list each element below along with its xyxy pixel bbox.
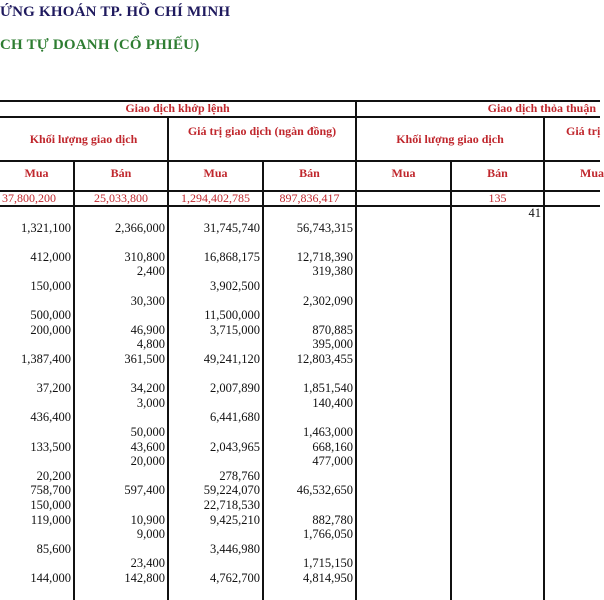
total-matched-val-buy: 1,294,402,785 [181, 191, 250, 205]
cell-matched-vol-sell: 4,800 [136, 337, 165, 352]
cell-matched-vol-buy: 150,000 [30, 498, 71, 512]
cell-matched-val-sell: 882,780 [312, 512, 353, 527]
cell-matched-val-sell: 12,718,390 [296, 249, 353, 264]
cell-matched-vol-sell: 310,800 [124, 249, 165, 264]
header-matched-value: Giá trị giao dịch (ngàn đồng) [187, 124, 337, 138]
cell-matched-val-buy: 49,241,120 [203, 352, 260, 366]
total-matched-vol-buy: 37,800,200 [2, 191, 56, 205]
cell-matched-val-sell: 1,851,540 [303, 381, 353, 396]
report-title-proprietary: CH TỰ DOANH (CỔ PHIẾU) [0, 37, 200, 53]
cell-matched-val-sell: 56,743,315 [296, 220, 353, 235]
total-matched-vol-sell: 25,033,800 [94, 191, 148, 205]
cell-matched-vol-sell: 23,400 [130, 556, 165, 571]
cell-matched-vol-buy: 85,600 [36, 541, 71, 556]
total-neg-vol-sell: 135 [488, 191, 507, 205]
cell-matched-val-buy: 4,762,700 [210, 571, 260, 585]
col-divider-neg-vol-val [543, 116, 545, 600]
cell-matched-val-sell: 140,400 [312, 395, 353, 410]
cell-matched-vol-buy: 133,500 [30, 439, 71, 454]
cell-matched-vol-sell: 2,366,000 [115, 220, 165, 235]
cell-matched-val-buy: 16,868,175 [203, 249, 260, 264]
cell-matched-val-sell: 4,814,950 [303, 571, 353, 585]
col-divider-matched-val-mid [262, 160, 264, 600]
cell-matched-vol-sell: 361,500 [124, 352, 165, 366]
group-header-divider [0, 116, 600, 118]
cell-matched-val-buy: 2,043,965 [210, 439, 260, 454]
header-matched-vol-buy: Mua [24, 166, 49, 180]
cell-matched-val-buy: 3,715,000 [210, 322, 260, 337]
cell-matched-vol-buy: 119,000 [30, 512, 71, 527]
cell-matched-vol-sell: 10,900 [130, 512, 165, 527]
col-divider-matched-vol-val [167, 116, 169, 600]
cell-matched-vol-buy: 758,700 [30, 483, 71, 498]
cell-matched-vol-sell: 9,000 [136, 527, 165, 542]
cell-matched-vol-buy: 200,000 [30, 322, 71, 337]
cell-matched-vol-sell: 50,000 [130, 425, 165, 439]
header-matched-volume: Khối lượng giao dịch [29, 132, 138, 146]
cell-matched-val-sell: 2,302,090 [303, 293, 353, 308]
cell-matched-vol-buy: 20,200 [36, 468, 71, 483]
cell-matched-val-sell: 477,000 [312, 454, 353, 469]
report-title-exchange: ỨNG KHOÁN TP. HỒ CHÍ MINH [0, 4, 231, 20]
cell-matched-vol-sell: 46,900 [130, 322, 165, 337]
header-matched-trading: Giao dịch khớp lệnh [125, 101, 230, 115]
cell-matched-val-buy: 3,902,500 [210, 279, 260, 293]
cell-matched-val-buy: 9,425,210 [210, 512, 260, 527]
cell-matched-val-sell: 46,532,650 [296, 483, 353, 498]
cell-matched-vol-sell: 597,400 [124, 483, 165, 498]
cell-matched-vol-sell: 142,800 [124, 571, 165, 585]
header-matched-val-sell: Bán [299, 166, 320, 180]
cell-matched-vol-sell: 3,000 [136, 395, 165, 410]
cell-matched-val-sell: 319,380 [312, 264, 353, 279]
header-negotiated-value: Giá trị [566, 124, 601, 138]
cell-matched-vol-sell: 34,200 [130, 381, 165, 396]
cell-matched-vol-sell: 20,000 [130, 454, 165, 469]
cell-matched-vol-buy: 436,400 [30, 410, 71, 425]
cell-matched-val-buy: 31,745,740 [203, 220, 260, 235]
col-divider-neg-vol-mid [450, 160, 452, 600]
header-negotiated-trading: Giao dịch thỏa thuận [487, 101, 596, 115]
cell-matched-val-buy: 278,760 [219, 468, 260, 483]
cell-matched-vol-sell: 30,300 [130, 293, 165, 308]
cell-matched-val-buy: 11,500,000 [204, 308, 260, 323]
cell-matched-vol-buy: 37,200 [36, 381, 71, 396]
cell-matched-val-sell: 395,000 [312, 337, 353, 352]
cell-matched-val-buy: 22,718,530 [203, 498, 260, 512]
cell-matched-val-buy: 59,224,070 [203, 483, 260, 498]
cell-matched-val-sell: 870,885 [312, 322, 353, 337]
cell-matched-vol-buy: 150,000 [30, 279, 71, 293]
total-matched-val-sell: 897,836,417 [279, 191, 340, 205]
header-neg-vol-buy: Mua [391, 166, 416, 180]
header-matched-val-buy: Mua [203, 166, 228, 180]
cell-matched-val-sell: 12,803,455 [296, 352, 353, 366]
cell-matched-vol-buy: 144,000 [30, 571, 71, 585]
header-matched-vol-sell: Bán [110, 166, 132, 180]
cell-matched-vol-buy: 500,000 [30, 308, 71, 323]
cell-matched-val-sell: 1,766,050 [303, 527, 353, 542]
header-neg-val-buy: Mua [580, 166, 604, 180]
cell-matched-val-buy: 6,441,680 [210, 410, 260, 425]
cell-neg-vol-sell: 41 [528, 206, 541, 220]
cell-matched-val-sell: 1,715,150 [303, 556, 353, 571]
header-neg-vol-sell: Bán [487, 166, 508, 180]
cell-matched-vol-sell: 2,400 [136, 264, 165, 279]
subheader-divider [0, 160, 600, 162]
cell-matched-vol-buy: 1,387,400 [21, 352, 71, 366]
header-negotiated-volume: Khối lượng giao dịch [396, 132, 504, 146]
cell-matched-val-sell: 668,160 [312, 439, 353, 454]
cell-matched-val-buy: 2,007,890 [210, 381, 260, 396]
cell-matched-vol-buy: 412,000 [30, 249, 71, 264]
cell-matched-vol-buy: 1,321,100 [21, 220, 71, 235]
col-divider-matched-vol-mid [73, 160, 75, 600]
cell-matched-val-sell: 1,463,000 [303, 425, 353, 439]
cell-matched-vol-sell: 43,600 [130, 439, 165, 454]
cell-matched-val-buy: 3,446,980 [210, 541, 260, 556]
